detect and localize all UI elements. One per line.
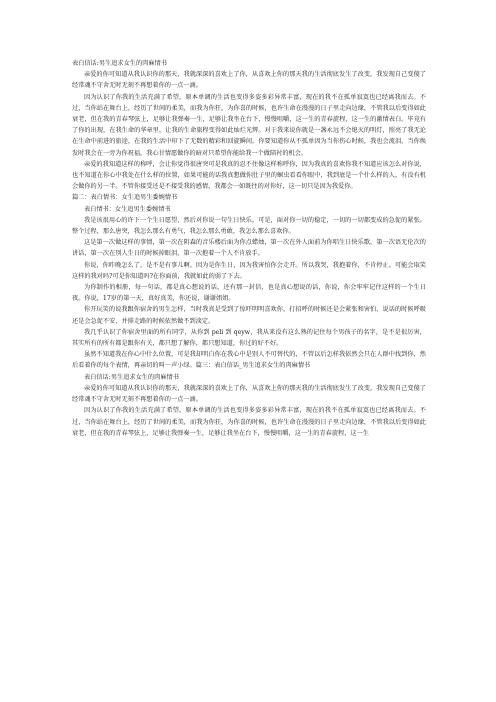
paragraph: 我是该很用心的许下一个生日愿望，然后对你说一句生日快乐。可是，面对你一切的稳定，一切的一切都变成的急促的紧张。整个过程，那么唐突，我怎么那么有勇气，我怎么那么勇敢，我怎么那么喜欢你。 xyxy=(72,216,426,236)
document-title: 表白信话:男生追求女生的肉麻情书 xyxy=(72,60,167,67)
paragraph: 我几乎认识了你宿舍里面的所有同学，从你到 peli 到 qeyw，我从来没有这么熟的记住每个男孩子的名字，是不是很厉害，其实所有的所有都是跟你有关，都只想了解你，都只想知道，你过的好不好。 xyxy=(72,328,426,348)
paragraph: 亲爱的你可知道从我认识你的那天，我就深深的喜欢上了你，从喜欢上你的那天我的生活彻底发生了改变，我发现自己变傻了经常魂不守舍无时无刻不再想着你的一点一滴。 xyxy=(72,384,426,404)
paragraph: 因为认识了你我的生活充满了希望，原本单调的生活也变得多姿多彩异常丰富，现在的我不在孤单寂寞也已经离我而去。不过，当你站在舞台上，经历了世间的柔美，而我为你狂，为你喜的时候，也许生命在漫漫的日子里走向边缘，不管我以后变得如此衰老，但在我的青春琴弦上，足够让我弹奏一生，足够让我坐在台下，慢慢咀嚼，这一生的青春旋程，这一生的激情表白。毕竟有了你的出现，在我生命的华章里，让我的生命旅程变得如此灿烂光辉。对于我来说你就是一盏永远不会熄灭的明灯，照亮了我无论在生命中前进的旅途，在我的生活中印下了无数的精彩和回旋瞬间。你要知道你从不孤单因为当你伤心时候，我也会流泪，当你焕发时我会在一旁为你祝福，我心甘情愿做你的暗对只希望你能给我一个做陪衬的机会。 xyxy=(72,93,426,157)
paragraph: 你说，你昨晚怎么了，是不是有事儿啊。因为是你生日，因为我害怕你会走开。所以我哭，我抱着你，不肯停止。可能会取笑这样的我对吗?可是你知道吗?在你面前，我就如此的弱了下去。 xyxy=(72,261,426,280)
section-subtitle: 表白情书：女生追男生委婉情书 xyxy=(84,205,171,213)
paragraph: 因为认识了你我的生活充满了希望，原本单调的生活也变得多姿多彩异常丰富，现在的我不在孤单寂寞也已经离我而去。不过，当你站在舞台上，经历了世间的柔美，而我为你狂，为你喜的时候，也许生命在漫漫的日子里走向边缘，不管我以后变得如此衰老，但在我的青春琴弦上，足够让我弹奏一生，足够让我坐在台下，慢慢咀嚼，这一生的青春旋程，这一生 xyxy=(72,407,426,437)
paragraph: 你开玩笑的说我跟你宿舍的男生怎样，当时我真是受到了惊吓明明喜欢你，打招呼的时候还是会紧张和害怕，说话的时候呼吸还是会急促不安，并排走路的时候依然做不到淡定。 xyxy=(72,306,426,325)
document-page xyxy=(72,58,426,439)
paragraph: 亲爱的你可知道从我认识你的那天，我就深深的喜欢上了你，从喜欢上你的那天我的生活彻底发生了改变，我发现自己变傻了经常魂不守舍无时无刻不再想着你的一点一滴。 xyxy=(72,71,426,90)
paragraph: 这是第一次做这样的事情，第一次在阴森的音乐楼后面为你点蜡烛，第一次在外人面前为你唱生日快乐歌，第一次语无伦次的讲话，第一次在别人生日的时候掉眼泪，第一次抱着一个人不肯放手。 xyxy=(72,239,426,258)
section-heading: 篇二：表白情书：女生追男生委婉情书 xyxy=(72,194,178,202)
section-subtitle: 表白信话:男生追求女生的肉麻情书 xyxy=(84,373,179,381)
paragraph: 为你制作的相册，每一句话，都是真心想说的话，还有那一封信，也是真心想说的话，你说，你会牢牢记住这样的一个生日夜。你说，17岁的第一天，真好真美，你还说，谢谢姐姐。 xyxy=(72,284,426,303)
paragraph: 虽然不知道我在你心中什么位置，可是我却明白你在我心中是别人不可替代的，不管以后怎样我依然会只在人群中找到你，然后看着你的每个表情，再亲切的叫一声小绿。篇三：表白信话_男生追求女生的肉麻情书 xyxy=(72,351,426,370)
paragraph: 亲爱的我知道这样的称呼，会让你觉得很唐突可是我真的忍不住像这样称呼你，因为我真的喜欢你我不知道应该怎么对你说，也不知道在你心中我处在什么样的位置，如果可能的话我真想做你肚子里的蛔虫看看你眼中，我到底是一个什么样的人，有没有机会做你的另一半。不管你接受还是不接受我的感情，我都会一如既往的对你好，这一切只是因为我爱你。 xyxy=(72,160,426,191)
